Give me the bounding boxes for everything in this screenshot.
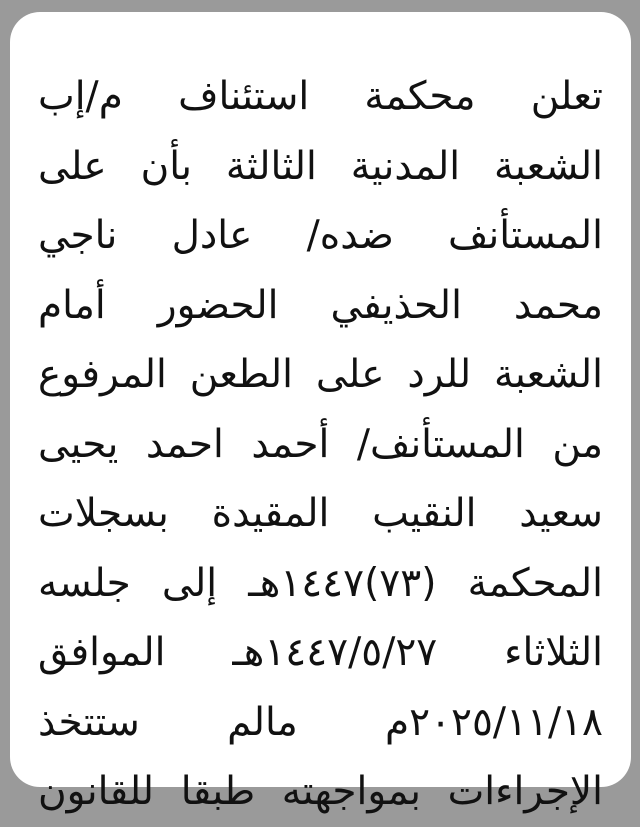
notice-line-7: سعيد النقيب المقيدة بسجلات xyxy=(38,491,603,536)
notice-line-11: الإجراءات بمواجهته طبقا للقانون xyxy=(38,769,603,814)
court-notice-text xyxy=(38,62,603,827)
notice-line-8: المحكمة (٧٣)١٤٤٧هـ إلى جلسه xyxy=(38,560,603,606)
notice-line-4: محمد الحذيفي الحضور أمام xyxy=(38,282,603,328)
notice-line-9: الثلاثاء ١٤٤٧/٥/٢٧هـ الموافق xyxy=(38,630,603,675)
court-notice-card xyxy=(10,12,631,814)
notice-line-3: المستأنف ضده/ عادل ناجي xyxy=(38,213,603,258)
notice-line-5: الشعبة للرد على الطعن المرفوع xyxy=(38,352,603,397)
notice-line-10: ٢٠٢٥/١١/١٨م مالم ستتخذ xyxy=(38,699,603,745)
notice-line-2: الشعبة المدنية الثالثة بأن على xyxy=(38,143,603,189)
notice-line-1: تعلن محكمة استئناف م/إب xyxy=(38,74,603,119)
notice-line-6: من المستأنف/ أحمد احمد يحيى xyxy=(38,421,603,467)
